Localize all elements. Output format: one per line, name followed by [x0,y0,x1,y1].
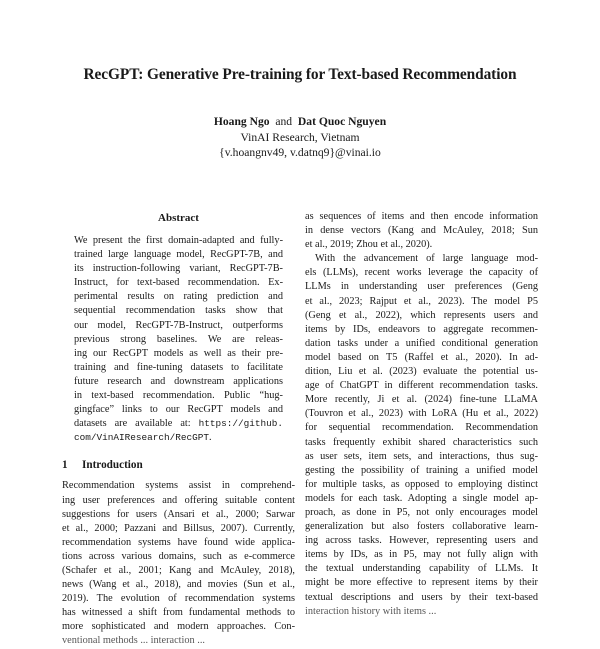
intro-line: as user sets, item sets, and interactions, thus sug- [305,450,538,462]
abstract-link-line-2 [74,431,283,445]
intro-line: in dense vectors (Kang and McAuley, 2018; Sun [305,225,538,237]
abstract-line: ing our RecGPT models as well as their pre- [74,347,283,359]
author-name-1: Hoang Ngo [213,115,270,128]
section-title: Introduction [82,459,143,472]
abstract-line: previous strong baselines. We are releas- [74,333,283,345]
section-heading-introduction [62,457,295,473]
intro-line: ing user preferences and offering suitable content [62,494,295,506]
intro-paragraph-1-continued [305,210,538,252]
intro-line: might be more effective to represent items by their [305,577,538,589]
intro-line: age of ChatGPT in different recommendation tasks. [305,380,538,392]
intro-line: items by IDs, as in P5, may not fully align with [305,549,538,561]
author-names [0,114,600,130]
intro-line: as sequences of items and then encode information [305,211,538,222]
intro-line: model based on T5 (Raffel et al., 2020). In ad- [305,351,538,363]
abstract-body [62,234,295,445]
abstract-line: gingface” links to our RecGPT models and [74,404,283,416]
intro-line: With the advancement of large language mod- [315,253,538,265]
intro-line: recommendation systems have found wide applica- [62,536,295,548]
right-column [305,210,538,619]
abstract-line: perimental results on rating prediction and [74,291,283,303]
intro-line: the textual understanding capability of LLMs. It [305,563,538,575]
abstract-line: our model, RecGPT-7B-Instruct, outperforms [74,319,283,331]
intro-paragraph-1 [62,479,295,648]
abstract-line: Instruct, for text-based recommendation. Ex- [74,277,283,289]
intro-line: (Touvron et al., 2023) with LoRA (Hu et al., 2022) [305,408,538,420]
left-column [62,210,295,649]
intro-line: tions across various domains, such as e-commerce [62,550,295,562]
intro-line-partial: ventional methods ... interaction ... [62,635,205,647]
intro-line: els (LLMs), recent works leverage the capacity of [305,267,538,279]
author-name-2: Dat Quoc Nguyen [297,115,387,128]
intro-line: models for each task. Adopting a single model ap- [305,492,538,504]
intro-paragraph-2 [305,252,538,618]
intro-line: gesting the possibility of training a unified model [305,464,538,476]
intro-line: dation tasks under a unified conditional generation [305,337,538,349]
section-number: 1 [62,459,68,472]
intro-line: textual descriptions and users by their text-based [305,591,538,603]
author-block [0,114,600,161]
intro-line-partial: interaction history with items ... [305,605,437,617]
intro-line: news (Wang et al., 2018), and movies (Sun et al., [62,579,295,591]
abstract-link-suffix: . [209,432,212,444]
abstract-link-prefix: datasets are available at: [74,418,199,430]
abstract-link-line [74,417,283,431]
intro-line: et al., 2019; Zhou et al., 2020). [305,239,433,251]
intro-line: dition, Liu et al. (2023) evaluate the potential us- [305,366,538,378]
intro-line: generalization but also fosters collaborative learn- [305,521,538,533]
intro-line: 2019). The evolution of recommendation systems [62,593,295,605]
intro-line: for multiple tasks, as opposed to employing distinct [305,478,538,490]
abstract-line: in text-based recommendation. Public “hug- [74,390,283,402]
author-conjunction: and [275,115,293,128]
intro-line: et al., 2023; Rajput et al., 2023). The model P5 [305,295,538,307]
abstract-heading: Abstract [158,212,199,224]
intro-line: et al., 2000; Pazzani and Billsus, 2007). Currently, [62,522,295,534]
abstract-line: We present the first domain-adapted and fully- [74,235,283,246]
intro-line: for sequential recommendation. Recommendation [305,422,538,434]
intro-line: items by IDs, endeavors to aggregate recommen- [305,323,538,335]
intro-line: more sophisticated and modern approaches. Con- [62,621,295,633]
intro-line: proach, as done in P5, not only encourages model [305,506,538,518]
intro-line: tasks frequently exhibit shared characteristics such [305,436,538,448]
intro-line: ing across tasks. However, representing users and [305,535,538,547]
abstract-line: its instruction-following variant, RecGPT-7B- [74,263,283,275]
intro-line: (Schafer et al., 2001; Kang and McAuley, 2018), [62,564,295,576]
affiliation: VinAI Research, Vietnam [240,130,360,144]
intro-line: More recently, Ji et al. (2024) fine-tune LLaMA [305,394,538,406]
intro-line: (Geng et al., 2022), which represents users and [305,309,538,321]
github-link-continued[interactable]: com/VinAIResearch/RecGPT [74,432,210,444]
intro-line: has witnessed a shift from fundamental methods to [62,607,295,619]
abstract-line: sequential recommendation tasks show that [74,305,283,317]
intro-line: LLMs in understanding user preferences (Geng [305,281,538,293]
author-emails: {v.hoangnv49, v.datnq9}@vinai.io [219,146,381,159]
abstract-line: trained large language model, RecGPT-7B, and [74,249,283,261]
github-link[interactable]: https://github. [198,418,283,430]
abstract-line: training and fine-tuning datasets to facilitate [74,361,283,373]
intro-line: Recommendation systems assist in comprehend- [62,480,295,492]
paper-title: RecGPT: Generative Pre-training for Text-based Recommendation [83,66,517,83]
abstract-line: future research and downstream applications [74,375,283,387]
intro-line: suggestions for users (Ansari et al., 2000; Sarwar [62,508,295,520]
